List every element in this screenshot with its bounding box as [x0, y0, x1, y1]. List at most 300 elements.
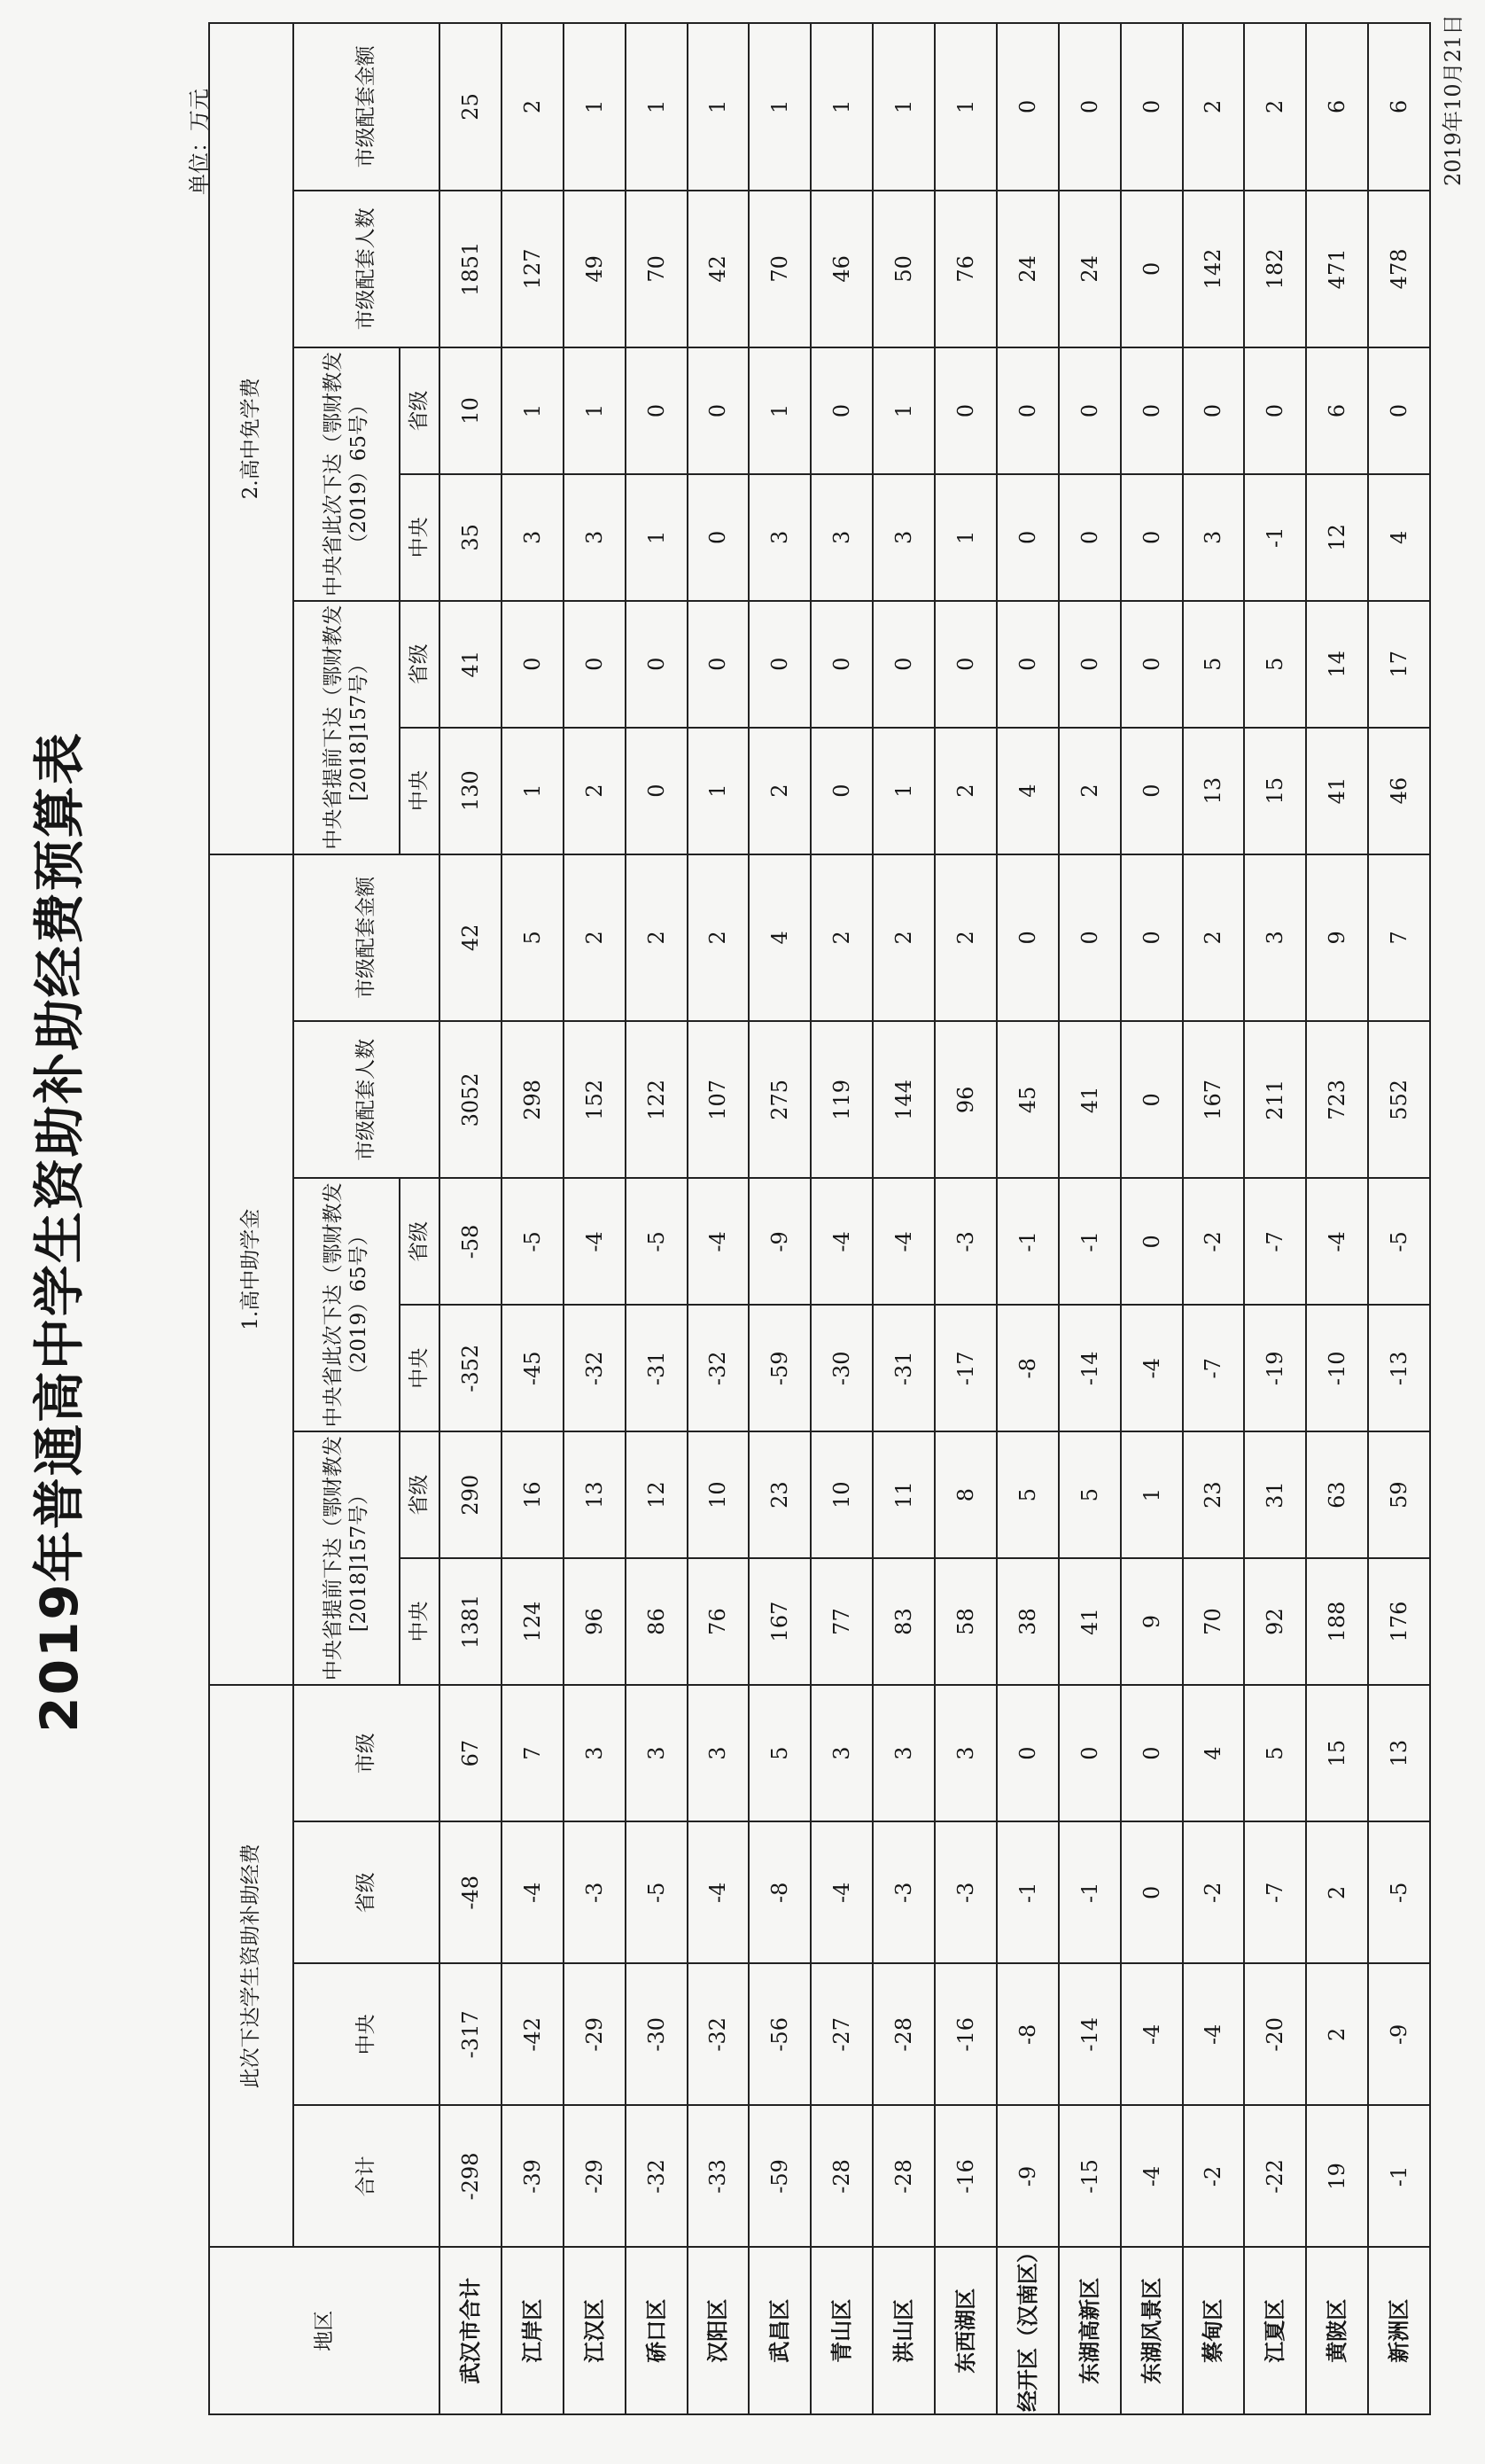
header-total: 合计: [293, 2105, 439, 2247]
cell-s1-amount: 42: [439, 854, 501, 1022]
cell-central: -317: [439, 1963, 501, 2105]
cell-city: 0: [997, 1685, 1059, 1821]
region-cell: 蔡甸区: [1183, 2247, 1245, 2414]
cell-s2-people: 24: [1059, 191, 1121, 347]
cell-s1-adv-p: 5: [997, 1431, 1059, 1558]
header-s2-adv-central: 中央: [400, 728, 439, 854]
cell-s2-cur-c: 3: [749, 474, 811, 601]
cell-s1-cur-p: -4: [811, 1178, 873, 1305]
cell-s2-adv-p: 0: [626, 601, 688, 728]
region-cell: 青山区: [811, 2247, 873, 2414]
cell-s1-people: 0: [1121, 1021, 1183, 1178]
cell-s2-cur-p: 0: [1368, 347, 1430, 474]
cell-city: 3: [688, 1685, 750, 1821]
cell-s2-people: 42: [688, 191, 750, 347]
cell-provincial: -5: [1368, 1821, 1430, 1963]
header-group-total: 此次下达学生资助补助经费: [209, 1685, 293, 2247]
cell-central: -27: [811, 1963, 873, 2105]
cell-total: -15: [1059, 2105, 1121, 2247]
cell-s1-cur-c: -32: [564, 1305, 626, 1431]
cell-s1-adv-c: 1381: [439, 1558, 501, 1685]
cell-s1-people: 275: [749, 1021, 811, 1178]
cell-city: 0: [1059, 1685, 1121, 1821]
cell-s2-adv-p: 14: [1306, 601, 1368, 728]
cell-s2-amount: 25: [439, 23, 501, 191]
cell-s1-cur-c: -352: [439, 1305, 501, 1431]
cell-s1-adv-p: 31: [1244, 1431, 1306, 1558]
cell-provincial: -4: [688, 1821, 750, 1963]
cell-s1-cur-p: -58: [439, 1178, 501, 1305]
cell-s2-amount: 6: [1306, 23, 1368, 191]
cell-s2-adv-p: 5: [1183, 601, 1245, 728]
cell-s2-amount: 0: [997, 23, 1059, 191]
cell-s1-cur-p: -5: [1368, 1178, 1430, 1305]
cell-city: 4: [1183, 1685, 1245, 1821]
header-s2-adv-provincial: 省级: [400, 601, 439, 728]
cell-s2-cur-c: -1: [1244, 474, 1306, 601]
cell-s2-people: 127: [501, 191, 564, 347]
cell-s1-adv-c: 76: [688, 1558, 750, 1685]
cell-s1-amount: 3: [1244, 854, 1306, 1022]
cell-s1-adv-p: 59: [1368, 1431, 1430, 1558]
cell-s1-people: 167: [1183, 1021, 1245, 1178]
cell-central: -4: [1183, 1963, 1245, 2105]
cell-s1-people: 45: [997, 1021, 1059, 1178]
region-cell: 硚口区: [626, 2247, 688, 2414]
table-row: [564, 23, 626, 2414]
cell-s1-people: 152: [564, 1021, 626, 1178]
cell-s2-people: 182: [1244, 191, 1306, 347]
header-provincial: 省级: [293, 1821, 439, 1963]
cell-s1-adv-p: 13: [564, 1431, 626, 1558]
cell-s1-cur-c: -14: [1059, 1305, 1121, 1431]
cell-s1-cur-p: -7: [1244, 1178, 1306, 1305]
table-row: [501, 23, 564, 2414]
cell-total: -28: [811, 2105, 873, 2247]
cell-s1-adv-p: 23: [749, 1431, 811, 1558]
cell-total: -298: [439, 2105, 501, 2247]
cell-total: -28: [873, 2105, 935, 2247]
cell-central: -29: [564, 1963, 626, 2105]
cell-s2-adv-c: 1: [501, 728, 564, 854]
cell-s2-adv-p: 41: [439, 601, 501, 728]
header-s2-advance: 中央省提前下达（鄂财教发[2018]157号）: [293, 601, 400, 854]
cell-s2-adv-c: 2: [564, 728, 626, 854]
cell-s2-cur-p: 0: [688, 347, 750, 474]
table-row: [1368, 23, 1430, 2414]
cell-s2-cur-c: 3: [811, 474, 873, 601]
cell-s1-cur-p: -4: [873, 1178, 935, 1305]
cell-s2-people: 50: [873, 191, 935, 347]
table-row: [997, 23, 1059, 2414]
cell-s2-people: 478: [1368, 191, 1430, 347]
cell-s1-amount: 7: [1368, 854, 1430, 1022]
cell-central: -14: [1059, 1963, 1121, 2105]
cell-s1-amount: 9: [1306, 854, 1368, 1022]
cell-s1-adv-c: 124: [501, 1558, 564, 1685]
cell-s2-people: 46: [811, 191, 873, 347]
cell-s2-amount: 2: [1183, 23, 1245, 191]
cell-s1-adv-p: 16: [501, 1431, 564, 1558]
cell-provincial: -3: [935, 1821, 997, 1963]
cell-s1-adv-p: 23: [1183, 1431, 1245, 1558]
cell-s1-adv-c: 83: [873, 1558, 935, 1685]
cell-s1-adv-c: 86: [626, 1558, 688, 1685]
cell-s1-people: 3052: [439, 1021, 501, 1178]
cell-total: -59: [749, 2105, 811, 2247]
table-row: [1121, 23, 1183, 2414]
unit-label: 单位：万元: [187, 89, 212, 195]
cell-s1-people: 119: [811, 1021, 873, 1178]
cell-s2-cur-c: 12: [1306, 474, 1368, 601]
cell-s2-cur-c: 3: [873, 474, 935, 601]
header-s1-adv-central: 中央: [400, 1558, 439, 1685]
cell-s2-people: 24: [997, 191, 1059, 347]
cell-s2-amount: 1: [626, 23, 688, 191]
cell-s2-amount: 0: [1059, 23, 1121, 191]
cell-s1-cur-c: -19: [1244, 1305, 1306, 1431]
cell-s1-cur-p: -9: [749, 1178, 811, 1305]
cell-s1-cur-c: -10: [1306, 1305, 1368, 1431]
cell-s1-cur-p: -2: [1183, 1178, 1245, 1305]
cell-central: -32: [688, 1963, 750, 2105]
cell-s1-amount: 2: [873, 854, 935, 1022]
cell-s1-adv-c: 92: [1244, 1558, 1306, 1685]
cell-s2-amount: 1: [564, 23, 626, 191]
region-cell: 东西湖区: [935, 2247, 997, 2414]
region-cell: 江夏区: [1244, 2247, 1306, 2414]
header-s1-adv-provincial: 省级: [400, 1431, 439, 1558]
header-s2-current: 中央省此次下达（鄂财教发（2019）65号）: [293, 347, 400, 601]
cell-s2-adv-c: 46: [1368, 728, 1430, 854]
cell-s1-cur-p: -4: [1306, 1178, 1368, 1305]
cell-s1-cur-p: -4: [564, 1178, 626, 1305]
cell-s1-people: 107: [688, 1021, 750, 1178]
cell-provincial: -1: [1059, 1821, 1121, 1963]
cell-s2-people: 471: [1306, 191, 1368, 347]
cell-s1-cur-p: -1: [997, 1178, 1059, 1305]
cell-central: 2: [1306, 1963, 1368, 2105]
cell-s1-cur-c: -59: [749, 1305, 811, 1431]
region-cell: 武汉市合计: [439, 2247, 501, 2414]
cell-s2-adv-p: 0: [873, 601, 935, 728]
cell-s2-adv-p: 0: [811, 601, 873, 728]
cell-s1-adv-p: 5: [1059, 1431, 1121, 1558]
cell-provincial: -1: [997, 1821, 1059, 1963]
header-s2-cur-central: 中央: [400, 474, 439, 601]
cell-s2-amount: 1: [935, 23, 997, 191]
cell-central: -28: [873, 1963, 935, 2105]
cell-s1-adv-c: 96: [564, 1558, 626, 1685]
cell-city: 3: [811, 1685, 873, 1821]
cell-s2-cur-p: 1: [564, 347, 626, 474]
cell-total: -1: [1368, 2105, 1430, 2247]
cell-s2-cur-p: 0: [1059, 347, 1121, 474]
header-s1-current: 中央省此次下达（鄂财教发（2019）65号）: [293, 1178, 400, 1431]
cell-city: 15: [1306, 1685, 1368, 1821]
cell-s2-adv-c: 13: [1183, 728, 1245, 854]
cell-s2-amount: 2: [1244, 23, 1306, 191]
table-row: [688, 23, 750, 2414]
cell-s2-cur-c: 4: [1368, 474, 1430, 601]
cell-total: -32: [626, 2105, 688, 2247]
cell-s1-adv-p: 290: [439, 1431, 501, 1558]
table-row: [1059, 23, 1121, 2414]
cell-s1-amount: 4: [749, 854, 811, 1022]
header-s1-city-amount: 市级配套金额: [293, 854, 439, 1022]
cell-s1-adv-p: 8: [935, 1431, 997, 1558]
cell-s2-amount: 1: [749, 23, 811, 191]
cell-s2-cur-c: 0: [1121, 474, 1183, 601]
cell-s1-adv-p: 11: [873, 1431, 935, 1558]
cell-s2-cur-c: 1: [626, 474, 688, 601]
cell-central: -8: [997, 1963, 1059, 2105]
cell-city: 3: [626, 1685, 688, 1821]
header-s2-city-amount: 市级配套金额: [293, 23, 439, 191]
cell-provincial: -4: [811, 1821, 873, 1963]
table-row: [626, 23, 688, 2414]
region-cell: 东湖高新区: [1059, 2247, 1121, 2414]
cell-s2-amount: 2: [501, 23, 564, 191]
region-cell: 洪山区: [873, 2247, 935, 2414]
cell-s1-amount: 2: [1183, 854, 1245, 1022]
cell-s2-cur-p: 1: [873, 347, 935, 474]
cell-s2-cur-c: 1: [935, 474, 997, 601]
cell-s1-amount: 2: [564, 854, 626, 1022]
cell-s2-adv-c: 130: [439, 728, 501, 854]
cell-s1-cur-p: -4: [688, 1178, 750, 1305]
cell-s2-amount: 6: [1368, 23, 1430, 191]
cell-s1-cur-c: -13: [1368, 1305, 1430, 1431]
header-s2-city-people: 市级配套人数: [293, 191, 439, 347]
cell-s2-adv-c: 0: [1121, 728, 1183, 854]
cell-s1-adv-p: 10: [811, 1431, 873, 1558]
table-row: [1183, 23, 1245, 2414]
cell-s2-cur-p: 0: [1244, 347, 1306, 474]
cell-total: -29: [564, 2105, 626, 2247]
cell-s1-people: 552: [1368, 1021, 1430, 1178]
header-s2-cur-provincial: 省级: [400, 347, 439, 474]
cell-s2-cur-p: 1: [749, 347, 811, 474]
cell-s1-adv-c: 77: [811, 1558, 873, 1685]
header-s1-cur-central: 中央: [400, 1305, 439, 1431]
cell-s2-adv-p: 0: [1121, 601, 1183, 728]
cell-provincial: -2: [1183, 1821, 1245, 1963]
cell-s1-cur-c: -45: [501, 1305, 564, 1431]
cell-provincial: -7: [1244, 1821, 1306, 1963]
cell-s1-adv-c: 9: [1121, 1558, 1183, 1685]
cell-s2-cur-p: 0: [1121, 347, 1183, 474]
cell-s2-adv-p: 0: [749, 601, 811, 728]
cell-s2-cur-c: 0: [997, 474, 1059, 601]
region-cell: 新洲区: [1368, 2247, 1430, 2414]
cell-central: -56: [749, 1963, 811, 2105]
cell-s2-people: 1851: [439, 191, 501, 347]
cell-provincial: -3: [564, 1821, 626, 1963]
cell-s2-cur-c: 0: [1059, 474, 1121, 601]
region-cell: 东湖风景区: [1121, 2247, 1183, 2414]
cell-s2-cur-c: 3: [1183, 474, 1245, 601]
table-row: [749, 23, 811, 2414]
cell-s1-people: 211: [1244, 1021, 1306, 1178]
cell-s2-adv-c: 1: [688, 728, 750, 854]
cell-s2-adv-p: 0: [935, 601, 997, 728]
budget-table: [208, 22, 1431, 2415]
cell-total: -33: [688, 2105, 750, 2247]
cell-s1-adv-c: 38: [997, 1558, 1059, 1685]
document-title: 2019年普通高中学生资助补助经费预算表: [29, 731, 89, 1733]
cell-total: 19: [1306, 2105, 1368, 2247]
table-row: [1244, 23, 1306, 2414]
cell-s1-people: 41: [1059, 1021, 1121, 1178]
cell-s1-cur-c: -31: [626, 1305, 688, 1431]
cell-s2-adv-c: 4: [997, 728, 1059, 854]
cell-s2-cur-c: 3: [501, 474, 564, 601]
cell-s2-adv-c: 41: [1306, 728, 1368, 854]
table-row: [439, 23, 501, 2414]
region-cell: 武昌区: [749, 2247, 811, 2414]
cell-s2-amount: 1: [811, 23, 873, 191]
cell-s2-people: 49: [564, 191, 626, 347]
cell-city: 3: [935, 1685, 997, 1821]
cell-city: 5: [1244, 1685, 1306, 1821]
cell-s1-adv-c: 167: [749, 1558, 811, 1685]
cell-central: -16: [935, 1963, 997, 2105]
cell-s2-cur-p: 0: [935, 347, 997, 474]
cell-s1-amount: 0: [1121, 854, 1183, 1022]
cell-provincial: -5: [626, 1821, 688, 1963]
table-row: [811, 23, 873, 2414]
cell-provincial: 0: [1121, 1821, 1183, 1963]
cell-total: -39: [501, 2105, 564, 2247]
cell-s1-people: 298: [501, 1021, 564, 1178]
cell-s1-amount: 5: [501, 854, 564, 1022]
region-cell: 黄陂区: [1306, 2247, 1368, 2414]
table-body: [439, 23, 1430, 2414]
region-cell: 汉阳区: [688, 2247, 750, 2414]
cell-s2-adv-c: 2: [935, 728, 997, 854]
cell-s1-people: 723: [1306, 1021, 1368, 1178]
cell-s1-adv-p: 1: [1121, 1431, 1183, 1558]
cell-s1-adv-c: 70: [1183, 1558, 1245, 1685]
cell-s1-cur-c: -4: [1121, 1305, 1183, 1431]
cell-s2-adv-p: 0: [997, 601, 1059, 728]
cell-s2-cur-c: 3: [564, 474, 626, 601]
cell-s1-adv-c: 58: [935, 1558, 997, 1685]
table-row: [1306, 23, 1368, 2414]
cell-total: -9: [997, 2105, 1059, 2247]
cell-s1-adv-p: 63: [1306, 1431, 1368, 1558]
cell-s2-adv-p: 0: [1059, 601, 1121, 728]
cell-city: 3: [873, 1685, 935, 1821]
cell-provincial: -3: [873, 1821, 935, 1963]
cell-s1-people: 96: [935, 1021, 997, 1178]
cell-s1-cur-p: -3: [935, 1178, 997, 1305]
cell-s2-cur-p: 0: [1183, 347, 1245, 474]
cell-s1-cur-p: -5: [626, 1178, 688, 1305]
cell-provincial: -8: [749, 1821, 811, 1963]
cell-s1-cur-c: -7: [1183, 1305, 1245, 1431]
region-cell: 江岸区: [501, 2247, 564, 2414]
cell-s1-amount: 2: [935, 854, 997, 1022]
cell-s2-adv-p: 0: [688, 601, 750, 728]
cell-s2-amount: 1: [688, 23, 750, 191]
cell-s2-cur-p: 0: [997, 347, 1059, 474]
cell-s1-amount: 2: [811, 854, 873, 1022]
cell-s1-adv-c: 176: [1368, 1558, 1430, 1685]
cell-s2-adv-c: 1: [873, 728, 935, 854]
region-cell: 江汉区: [564, 2247, 626, 2414]
cell-s1-amount: 0: [1059, 854, 1121, 1022]
cell-s2-people: 142: [1183, 191, 1245, 347]
cell-s2-adv-c: 2: [1059, 728, 1121, 854]
cell-s2-amount: 0: [1121, 23, 1183, 191]
footer-date: 2019年10月21日: [1441, 13, 1466, 186]
cell-s2-cur-c: 35: [439, 474, 501, 601]
cell-central: -30: [626, 1963, 688, 2105]
cell-s1-cur-p: -1: [1059, 1178, 1121, 1305]
header-region: 地区: [209, 2247, 439, 2414]
cell-city: 67: [439, 1685, 501, 1821]
cell-s1-amount: 2: [688, 854, 750, 1022]
cell-s1-amount: 0: [997, 854, 1059, 1022]
cell-s2-cur-p: 1: [501, 347, 564, 474]
cell-provincial: -4: [501, 1821, 564, 1963]
cell-s1-adv-c: 188: [1306, 1558, 1368, 1685]
cell-central: -9: [1368, 1963, 1430, 2105]
header-s1-advance: 中央省提前下达（鄂财教发[2018]157号）: [293, 1431, 400, 1685]
cell-provincial: -48: [439, 1821, 501, 1963]
cell-central: -20: [1244, 1963, 1306, 2105]
header-s1-city-people: 市级配套人数: [293, 1021, 439, 1178]
cell-s2-cur-p: 10: [439, 347, 501, 474]
cell-s2-people: 76: [935, 191, 997, 347]
cell-s2-people: 0: [1121, 191, 1183, 347]
cell-s1-cur-c: -8: [997, 1305, 1059, 1431]
cell-s1-cur-c: -17: [935, 1305, 997, 1431]
cell-city: 3: [564, 1685, 626, 1821]
cell-total: -4: [1121, 2105, 1183, 2247]
cell-city: 13: [1368, 1685, 1430, 1821]
header-section2: 2.高中免学费: [209, 23, 293, 854]
cell-s2-adv-p: 5: [1244, 601, 1306, 728]
table-row: [935, 23, 997, 2414]
cell-city: 7: [501, 1685, 564, 1821]
cell-total: -2: [1183, 2105, 1245, 2247]
cell-s2-adv-p: 0: [501, 601, 564, 728]
cell-city: 0: [1121, 1685, 1183, 1821]
header-central: 中央: [293, 1963, 439, 2105]
cell-s2-cur-p: 0: [626, 347, 688, 474]
region-cell: 经开区（汉南区）: [997, 2247, 1059, 2414]
cell-s1-cur-c: -32: [688, 1305, 750, 1431]
cell-s2-people: 70: [626, 191, 688, 347]
cell-s1-adv-p: 12: [626, 1431, 688, 1558]
cell-s2-adv-c: 15: [1244, 728, 1306, 854]
cell-s2-cur-p: 0: [811, 347, 873, 474]
cell-s2-adv-c: 2: [749, 728, 811, 854]
cell-provincial: 2: [1306, 1821, 1368, 1963]
cell-s2-adv-c: 0: [626, 728, 688, 854]
cell-s1-cur-c: -30: [811, 1305, 873, 1431]
cell-s1-adv-c: 41: [1059, 1558, 1121, 1685]
cell-s2-adv-c: 0: [811, 728, 873, 854]
cell-s1-cur-p: 0: [1121, 1178, 1183, 1305]
cell-total: -16: [935, 2105, 997, 2247]
cell-s1-people: 144: [873, 1021, 935, 1178]
header-city: 市级: [293, 1685, 439, 1821]
header-section1: 1.高中助学金: [209, 854, 293, 1685]
